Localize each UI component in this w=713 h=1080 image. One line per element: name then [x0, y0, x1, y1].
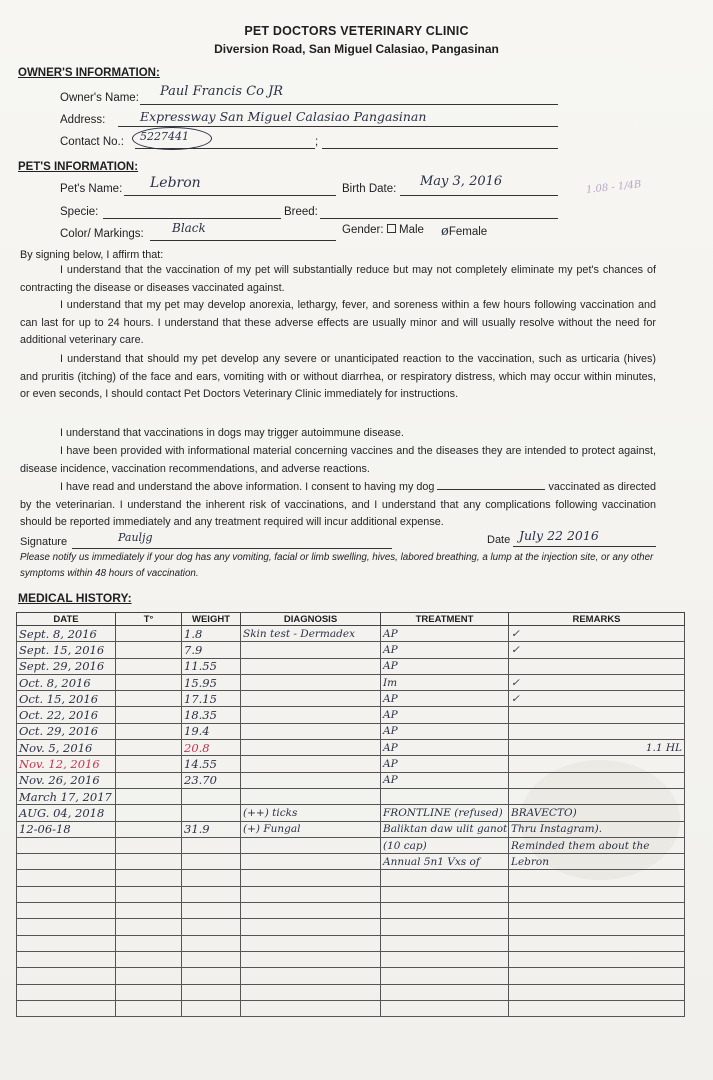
- consent-intro: By signing below, I affirm that:: [20, 249, 164, 261]
- cell-temp: [116, 821, 182, 837]
- cell-temp: [116, 756, 182, 772]
- cell-weight: [182, 951, 241, 967]
- cell-temp: [116, 870, 182, 886]
- cell-diagnosis: [241, 691, 381, 707]
- cell-diagnosis: [241, 854, 381, 870]
- cell-diagnosis: [241, 903, 381, 919]
- cell-treatment: AP: [381, 756, 509, 772]
- contact-value: 5227441: [140, 130, 189, 143]
- margin-note: 1.08 - 1/4B: [585, 179, 642, 196]
- cell-weight: [182, 968, 241, 984]
- cell-treatment: Annual 5n1 Vxs of: [381, 854, 509, 870]
- cell-weight: [182, 870, 241, 886]
- date-line: [513, 546, 656, 547]
- table-row: [17, 919, 685, 935]
- contact-label: Contact No.:: [60, 136, 124, 148]
- consent-paragraph-6: [20, 479, 656, 532]
- cell-diagnosis: [241, 951, 381, 967]
- cell-weight: [182, 903, 241, 919]
- cell-weight: 19.4: [182, 723, 241, 739]
- cell-remarks: BRAVECTO): [509, 805, 685, 821]
- cell-diagnosis: (++) ticks: [241, 805, 381, 821]
- cell-date: [17, 886, 116, 902]
- cell-remarks: [509, 935, 685, 951]
- cell-remarks: [509, 1000, 685, 1016]
- cell-remarks: [509, 886, 685, 902]
- cell-diagnosis: [241, 935, 381, 951]
- cell-weight: [182, 788, 241, 804]
- table-row: [17, 805, 685, 821]
- cell-diagnosis: [241, 886, 381, 902]
- cell-diagnosis: [241, 642, 381, 658]
- consent-paragraph-4: I understand that vaccinations in dogs may trigger autoimmune disease.: [60, 427, 404, 439]
- cell-treatment: AP: [381, 723, 509, 739]
- signature-line: [72, 548, 392, 549]
- cell-treatment: Baliktan daw ulit ganot: [381, 821, 509, 837]
- cell-date: [17, 984, 116, 1000]
- cell-temp: [116, 691, 182, 707]
- cell-date: Oct. 8, 2016: [17, 674, 116, 690]
- cell-date: Sept. 15, 2016: [17, 642, 116, 658]
- cell-diagnosis: [241, 723, 381, 739]
- table-header-row: [17, 613, 685, 626]
- cell-remarks: [509, 772, 685, 788]
- cell-remarks: [509, 707, 685, 723]
- consent-p6-part2: vaccinated: [548, 481, 601, 493]
- cell-temp: [116, 674, 182, 690]
- table-row: [17, 821, 685, 837]
- col-header-weight: WEIGHT: [182, 613, 241, 626]
- cell-treatment: Im: [381, 674, 509, 690]
- male-checkbox: [387, 224, 396, 233]
- clinic-name: PET DOCTORS VETERINARY CLINIC: [244, 24, 469, 38]
- cell-date: Sept. 8, 2016: [17, 626, 116, 642]
- cell-temp: [116, 951, 182, 967]
- contact-line-2: [322, 148, 558, 149]
- cell-diagnosis: Skin test - Dermadex: [241, 626, 381, 642]
- cell-weight: 23.70: [182, 772, 241, 788]
- cell-treatment: [381, 951, 509, 967]
- cell-treatment: AP: [381, 772, 509, 788]
- clinic-address: Diversion Road, San Miguel Calasiao, Pangasinan: [214, 42, 499, 56]
- cell-treatment: [381, 919, 509, 935]
- cell-weight: [182, 935, 241, 951]
- gender-female-option: [441, 224, 487, 239]
- color-label: Color/ Markings:: [60, 228, 144, 240]
- cell-diagnosis: [241, 837, 381, 853]
- cell-treatment: AP: [381, 642, 509, 658]
- color-value: Black: [172, 221, 206, 235]
- table-row: [17, 1000, 685, 1016]
- table-row: [17, 642, 685, 658]
- cell-diagnosis: [241, 968, 381, 984]
- cell-remarks: [509, 756, 685, 772]
- cell-diagnosis: [241, 707, 381, 723]
- cell-remarks: ✓: [509, 691, 685, 707]
- medical-history-title: MEDICAL HISTORY:: [18, 591, 132, 605]
- cell-weight: 31.9: [182, 821, 241, 837]
- cell-date: [17, 870, 116, 886]
- cell-weight: [182, 1000, 241, 1016]
- table-row: [17, 707, 685, 723]
- birth-date-line: [400, 195, 558, 196]
- cell-diagnosis: [241, 1000, 381, 1016]
- table-row: [17, 951, 685, 967]
- col-header-diagnosis: DIAGNOSIS: [241, 613, 381, 626]
- col-header-remarks: REMARKS: [509, 613, 685, 626]
- cell-date: [17, 951, 116, 967]
- cell-treatment: [381, 1000, 509, 1016]
- cell-temp: [116, 642, 182, 658]
- table-row: [17, 870, 685, 886]
- cell-date: Oct. 29, 2016: [17, 723, 116, 739]
- pet-name-value: Lebron: [150, 175, 201, 191]
- cell-date: [17, 854, 116, 870]
- cell-date: AUG. 04, 2018: [17, 805, 116, 821]
- cell-temp: [116, 707, 182, 723]
- consent-p6-part3: as directed by the veterinarian. I understand the inherent risk of vaccinations, and I understand that any complications following vaccination should be reported immediately and any treatment required will incur additional expense.: [20, 481, 657, 529]
- notice-text: Please notify us immediately if your dog has any vomiting, facial or limb swelling, hives, labored breathing, a lump at the injection site, or any other symptoms within 48 hours of vaccination.: [20, 552, 654, 579]
- cell-remarks: ✓: [509, 674, 685, 690]
- consent-paragraph-5: I have been provided with informational material concerning vaccines and the diseases they are intended to protect against, disease incidence, vaccination recommendations, and adverse reactions.: [20, 445, 656, 475]
- cell-treatment: [381, 935, 509, 951]
- cell-diagnosis: (+) Fungal: [241, 821, 381, 837]
- cell-remarks: Reminded them about the: [509, 837, 685, 853]
- pet-name-label: Pet's Name:: [60, 183, 123, 195]
- cell-temp: [116, 984, 182, 1000]
- cell-treatment: (10 cap): [381, 837, 509, 853]
- table-row: [17, 626, 685, 642]
- cell-temp: [116, 658, 182, 674]
- owner-name-line: [140, 104, 558, 105]
- cell-temp: [116, 903, 182, 919]
- cell-weight: 7.9: [182, 642, 241, 658]
- cell-weight: [182, 837, 241, 853]
- table-row: [17, 968, 685, 984]
- cell-temp: [116, 805, 182, 821]
- cell-date: [17, 935, 116, 951]
- cell-temp: [116, 854, 182, 870]
- consent-paragraph-2: I understand that my pet may develop anorexia, lethargy, fever, and soreness within a few hours following vaccination and can last for up to 24 hours. I understand that these adverse effects are usually minor and will usually resolve without the need for additional veterinary care.: [20, 299, 656, 347]
- owner-name-label: Owner's Name:: [60, 92, 139, 104]
- col-header-treatment: TREATMENT: [381, 613, 509, 626]
- female-check-mark: ø: [441, 224, 449, 239]
- breed-line: [320, 218, 558, 219]
- date-label: Date: [487, 534, 511, 546]
- cell-weight: [182, 805, 241, 821]
- cell-treatment: AP: [381, 626, 509, 642]
- cell-date: Oct. 22, 2016: [17, 707, 116, 723]
- cell-remarks: ✓: [509, 626, 685, 642]
- cell-temp: [116, 1000, 182, 1016]
- cell-remarks: Lebron: [509, 854, 685, 870]
- cell-remarks: ✓: [509, 642, 685, 658]
- date-value: July 22 2016: [519, 528, 599, 543]
- cell-remarks: Thru Instagram).: [509, 821, 685, 837]
- signature-label: Signature: [20, 536, 68, 548]
- cell-diagnosis: [241, 870, 381, 886]
- medical-history-body: [17, 626, 685, 1017]
- cell-diagnosis: [241, 919, 381, 935]
- table-row: [17, 674, 685, 690]
- color-line: [150, 240, 336, 241]
- cell-treatment: FRONTLINE (refused): [381, 805, 509, 821]
- cell-treatment: AP: [381, 691, 509, 707]
- cell-weight: 17.15: [182, 691, 241, 707]
- cell-temp: [116, 935, 182, 951]
- owner-address-label: Address:: [60, 114, 106, 126]
- table-row: [17, 854, 685, 870]
- cell-treatment: [381, 903, 509, 919]
- cell-weight: 20.8: [182, 740, 241, 756]
- cell-diagnosis: [241, 788, 381, 804]
- cell-remarks: [509, 984, 685, 1000]
- cell-date: [17, 919, 116, 935]
- cell-date: [17, 903, 116, 919]
- owner-address-value: Expressway San Miguel Calasiao Pangasinan: [140, 109, 427, 124]
- consent-paragraph-1: I understand that the vaccination of my pet will substantially reduce but may not completely eliminate my pet's chances of contracting the disease or diseases vaccinated against.: [20, 264, 656, 294]
- col-header-date: DATE: [17, 613, 116, 626]
- cell-remarks: [509, 951, 685, 967]
- cell-remarks: [509, 723, 685, 739]
- male-label: Male: [399, 224, 424, 236]
- table-row: [17, 935, 685, 951]
- cell-remarks: [509, 903, 685, 919]
- cell-weight: [182, 854, 241, 870]
- cell-date: Nov. 12, 2016: [17, 756, 116, 772]
- contact-separator: ;: [315, 136, 319, 148]
- table-row: [17, 658, 685, 674]
- table-row: [17, 886, 685, 902]
- cell-diagnosis: [241, 756, 381, 772]
- cell-treatment: AP: [381, 740, 509, 756]
- cell-weight: 11.55: [182, 658, 241, 674]
- cell-date: [17, 1000, 116, 1016]
- cell-remarks: [509, 658, 685, 674]
- signature-value: Pauljg: [118, 531, 153, 544]
- cell-diagnosis: [241, 674, 381, 690]
- cell-diagnosis: [241, 984, 381, 1000]
- cell-temp: [116, 968, 182, 984]
- cell-treatment: [381, 968, 509, 984]
- table-row: [17, 772, 685, 788]
- cell-weight: [182, 984, 241, 1000]
- cell-date: [17, 837, 116, 853]
- cell-remarks: 1.1 HL: [509, 740, 685, 756]
- cell-weight: 15.95: [182, 674, 241, 690]
- consent-p6-part1: I have read and understand the above information. I consent to having my dog: [60, 481, 435, 493]
- cell-temp: [116, 788, 182, 804]
- cell-temp: [116, 626, 182, 642]
- cell-temp: [116, 886, 182, 902]
- breed-label: Breed:: [284, 206, 318, 218]
- cell-temp: [116, 772, 182, 788]
- cell-treatment: [381, 870, 509, 886]
- specie-line: [103, 218, 281, 219]
- table-row: [17, 740, 685, 756]
- cell-treatment: [381, 788, 509, 804]
- cell-weight: 14.55: [182, 756, 241, 772]
- table-row: [17, 691, 685, 707]
- cell-date: Nov. 5, 2016: [17, 740, 116, 756]
- specie-label: Specie:: [60, 206, 99, 218]
- gender-male-option: [387, 224, 424, 236]
- owner-name-value: Paul Francis Co JR: [160, 84, 284, 99]
- table-row: [17, 788, 685, 804]
- table-row: [17, 984, 685, 1000]
- cell-treatment: [381, 886, 509, 902]
- cell-date: Nov. 26, 2016: [17, 772, 116, 788]
- cell-weight: [182, 919, 241, 935]
- cell-weight: 18.35: [182, 707, 241, 723]
- cell-temp: [116, 723, 182, 739]
- cell-date: 12-06-18: [17, 821, 116, 837]
- table-row: [17, 837, 685, 853]
- table-row: [17, 723, 685, 739]
- cell-remarks: [509, 788, 685, 804]
- cell-date: Oct. 15, 2016: [17, 691, 116, 707]
- cell-date: March 17, 2017: [17, 788, 116, 804]
- table-row: [17, 903, 685, 919]
- cell-weight: [182, 886, 241, 902]
- female-label: Female: [448, 226, 488, 238]
- gender-label: Gender:: [342, 224, 384, 236]
- medical-history-table: [16, 612, 685, 1017]
- cell-treatment: [381, 984, 509, 1000]
- cell-diagnosis: [241, 740, 381, 756]
- cell-diagnosis: [241, 772, 381, 788]
- cell-temp: [116, 919, 182, 935]
- birth-date-value: May 3, 2016: [420, 174, 503, 189]
- cell-diagnosis: [241, 658, 381, 674]
- cell-treatment: AP: [381, 707, 509, 723]
- cell-remarks: [509, 919, 685, 935]
- dog-name-blank: [437, 479, 545, 490]
- owner-section-title: OWNER'S INFORMATION:: [18, 67, 160, 79]
- cell-remarks: [509, 968, 685, 984]
- cell-date: Sept. 29, 2016: [17, 658, 116, 674]
- cell-remarks: [509, 870, 685, 886]
- cell-weight: 1.8: [182, 626, 241, 642]
- cell-temp: [116, 837, 182, 853]
- cell-date: [17, 968, 116, 984]
- consent-paragraph-3: I understand that should my pet develop any severe or unanticipated reaction to the vaccination, such as urticaria (hives) and pruritis (itching) of the face and ears, vomiting with or without diarrhea, or respiratory distress, which may occur within minutes, or even seconds, I should contact Pet Doctors Veterinary Clinic immediately for instructions.: [20, 353, 656, 401]
- cell-temp: [116, 740, 182, 756]
- table-row: [17, 756, 685, 772]
- birth-date-label: Birth Date:: [342, 183, 397, 195]
- pet-name-line: [124, 195, 336, 196]
- col-header-temp: T°: [116, 613, 182, 626]
- cell-treatment: AP: [381, 658, 509, 674]
- pet-section-title: PET'S INFORMATION:: [18, 161, 139, 173]
